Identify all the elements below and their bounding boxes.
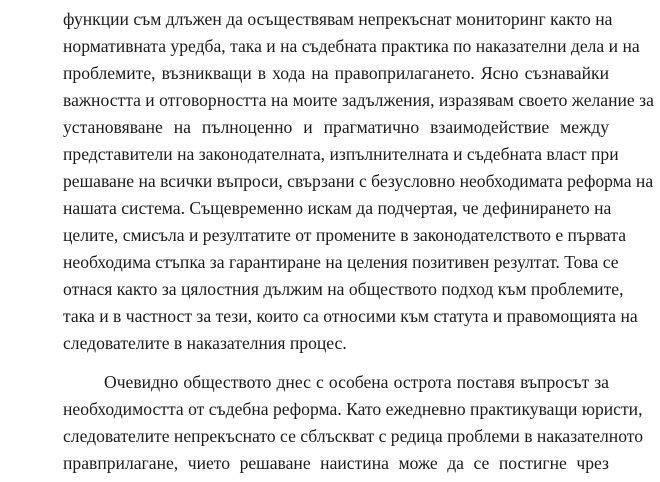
paragraph-1-line-10: необходима стъпка за гарантиране на целения позитивен резултат. Това се xyxy=(63,252,619,272)
paragraph-1-line-13: следователите в наказателния процес. xyxy=(63,333,347,353)
paragraph-2-line-4: правприлагане, чието решаване наистина може да се постигне чрез xyxy=(63,453,609,473)
paragraph-1-line-8: нашата система. Същевременно искам да подчертая, че дефинирането на xyxy=(63,198,612,218)
paragraph-1-line-6: представители на законодателната, изпълнителната и съдебната власт при xyxy=(63,144,619,164)
paragraph-1-line-11: отнася както за цялостния дължим на обществото подход към проблемите, xyxy=(63,279,624,299)
paragraph-1-line-4: важността и отговорността на моите задължения, изразявам своето желание за xyxy=(63,90,654,110)
paragraph-1-line-12: така и в частност за тези, които са относими към статута и правомощията на xyxy=(63,306,638,326)
paragraph-2-line-1: Очевидно обществото днес с особена острота поставя въпросът за xyxy=(104,372,609,392)
paragraph-2-line-3: следователите непрекъснато се сблъскват с редица проблеми в наказателното xyxy=(63,426,644,446)
paragraph-1-line-9: целите, смисъла и резултатите от промените в законодателството е първата xyxy=(63,225,626,245)
paragraph-1-line-3: проблемите, възникващи в хода на правоприлагането. Ясно съзнавайки xyxy=(63,63,609,83)
paragraph-1-line-5: установяване на пълноценно и прагматично взаимодействие между xyxy=(63,117,609,137)
paragraph-1-line-7: решаване на всички въпроси, свързани с безусловно необходимата реформа на xyxy=(63,171,654,191)
paragraph-1-line-1: функции съм длъжен да осъществявам непрекъснат мониторинг както на xyxy=(63,9,613,29)
paragraph-1-line-2: нормативната уредба, така и на съдебната практика по наказателни дела и на xyxy=(63,36,640,56)
paragraph-2-line-2: необходимостта от съдебна реформа. Като ежедневно практикуващи юристи, xyxy=(63,399,643,419)
